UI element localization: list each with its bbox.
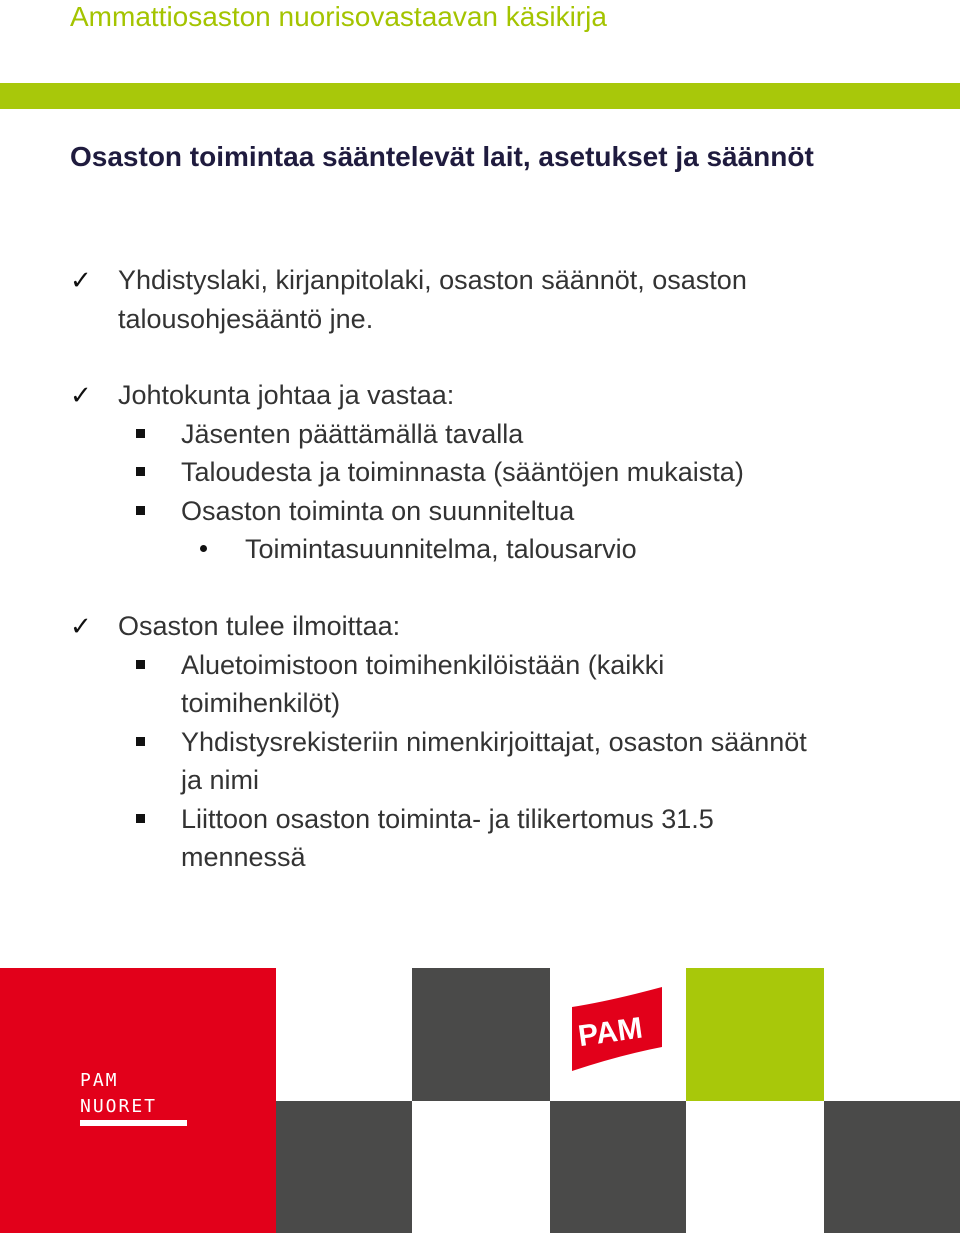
header-band [0,83,960,109]
square-bullet-icon [136,429,145,438]
checkmark-icon: ✓ [70,380,92,410]
pam-logo [570,985,666,1077]
square-bullet-icon [136,467,145,476]
pam-nuoret-logo-line1: PAM [80,1070,119,1091]
checkmark-icon: ✓ [70,611,92,641]
square-bullet-icon [136,660,145,669]
sub-item-text: Jäsenten päättämällä tavalla [181,419,524,449]
square-bullet-icon [136,506,145,515]
square-bullet-icon [136,737,145,746]
sub-item-text: Liittoon osaston toiminta- ja tilikertomus 31.5 [181,804,714,834]
list-item-text: Osaston tulee ilmoittaa: [118,611,401,641]
square-bullet-icon [136,814,145,823]
section-heading: Osaston toimintaa sääntelevät lait, asetukset ja säännöt [70,141,814,172]
round-bullet-icon [200,545,207,552]
sub-item-text: Aluetoimistoon toimihenkilöistään (kaikki [181,650,665,680]
sub-item-text: Yhdistysrekisteriin nimenkirjoittajat, osaston säännöt [181,727,807,757]
gray-block [276,1101,412,1233]
sub-item-text: toimihenkilöt) [181,688,341,718]
sub-item-text: Osaston toiminta on suunniteltua [181,496,575,526]
gray-block [412,968,550,1101]
gray-block [824,1101,960,1233]
pam-logo-text: PAM [576,1011,645,1054]
gray-block [550,1101,686,1233]
checkmark-icon: ✓ [70,265,92,295]
pam-nuoret-logo-underline [80,1120,187,1126]
sub-item-text: ja nimi [181,765,260,795]
list-item-text: talousohjesääntö jne. [118,304,374,334]
sub-item-text: mennessä [181,842,306,872]
document-title: Ammattiosaston nuorisovastaavan käsikirja [70,1,607,32]
sub-sub-item-text: Toimintasuunnitelma, talousarvio [245,534,637,564]
list-item-text: Yhdistyslaki, kirjanpitolaki, osaston säännöt, osaston [118,265,747,295]
pam-nuoret-logo-line2: NUORET [80,1096,158,1117]
list-item-text: Johtokunta johtaa ja vastaa: [118,380,455,410]
green-block [686,968,824,1101]
sub-item-text: Taloudesta ja toiminnasta (sääntöjen mukaista) [181,457,744,487]
